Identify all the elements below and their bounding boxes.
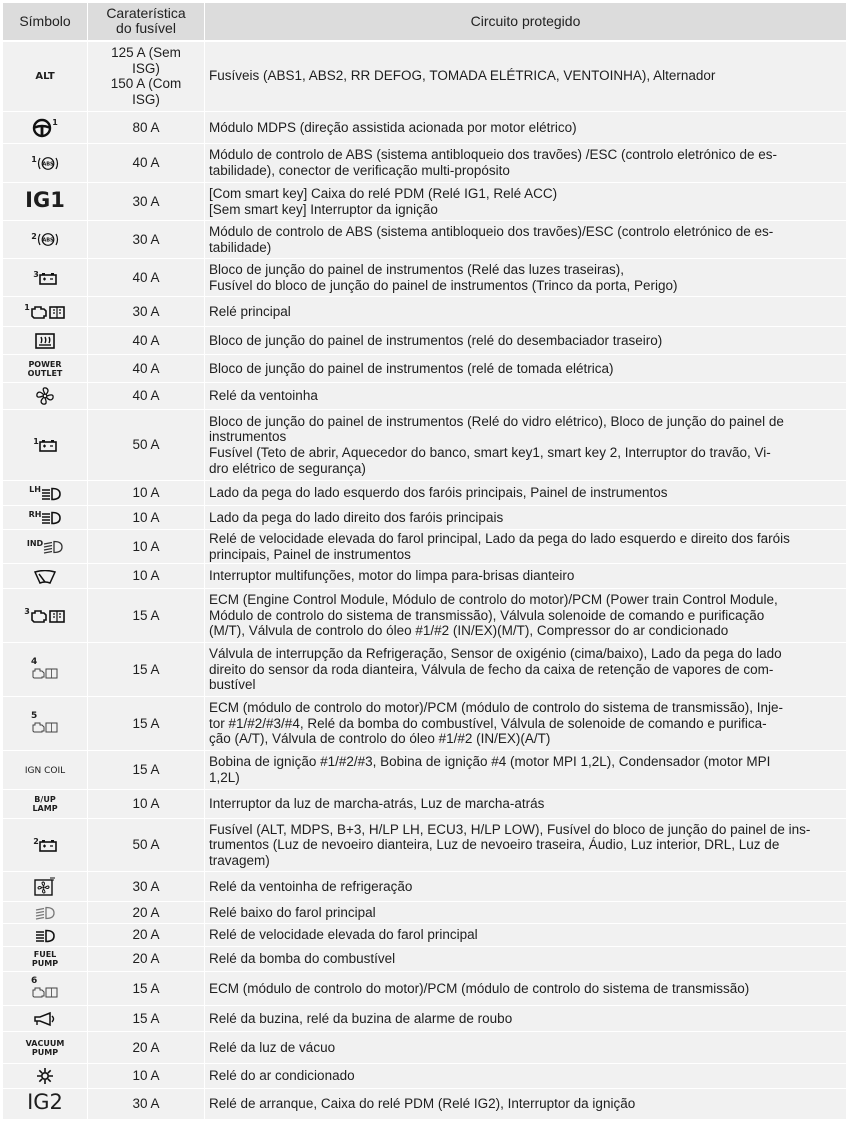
circuit-line: Módulo de controlo de ABS (sistema antibloqueio dos travões) /ESC (controlo eletrónico de es- [209,147,778,163]
high-beam-icon [3,924,88,947]
table-row [3,221,847,259]
fuse-rating [88,564,205,589]
circuit-line: Relé principal [209,303,291,319]
engine-manual-small-icon [3,972,88,1006]
protected-circuit [205,589,847,643]
header-symbol: Símbolo [3,3,88,41]
vacuum-pump-text-icon: VACUUM PUMP [3,1032,88,1064]
protected-circuit [205,297,847,327]
protected-circuit [205,1089,847,1120]
engine-manual-icon [3,297,88,327]
rating-line: 50 A [132,437,160,453]
circuit-line: ECM (módulo de controlo do motor)/PCM (módulo de controlo do sistema de transmissão), Inje- [209,700,783,716]
table-row [3,112,847,144]
fuse-rating [88,112,205,144]
circuit-line: Relé de velocidade elevada do farol principal [209,927,478,943]
circuit-line: bustível [209,677,256,693]
fuse-rating [88,972,205,1006]
circuit-line: Bloco de junção do painel de instrumentos (Relé do vidro elétrico), Bloco de junção do painel de [209,413,784,429]
symbol-number: 4 [31,657,38,668]
fuse-rating [88,697,205,751]
table-row [3,697,847,751]
fuse-rating [88,41,205,112]
rating-line: 10 A [132,1068,160,1084]
battery-icon [3,819,88,872]
rating-line: 15 A [132,715,160,731]
rating-line: 15 A [132,980,160,996]
rating-line: 40 A [132,388,160,404]
circuit-line: tabilidade) [209,239,272,255]
circuit-line: Fusíveis (ABS1, ABS2, RR DEFOG, TOMADA ELÉTRICA, VENTOINHA), Alternador [209,68,716,84]
protected-circuit [205,481,847,506]
circuit-line: (M/T), Válvula de controlo do óleo #1/#2 (IN/EX)(M/T), Compressor do ar condicionado [209,623,729,639]
fuse-rating [88,183,205,221]
symbol-number: IND [26,538,44,548]
fuse-rating [88,947,205,972]
rating-line: 20 A [132,927,160,943]
table-row [3,481,847,506]
protected-circuit [205,112,847,144]
circuit-line: Bloco de junção do painel de instrumentos (relé de tomada elétrica) [209,360,614,376]
rating-line: 30 A [132,878,160,894]
table-row [3,947,847,972]
air-conditioner-icon [3,1064,88,1089]
rating-line: 10 A [132,568,160,584]
circuit-line: Bloco de junção do painel de instrumentos (relé do desembaciador traseiro) [209,332,663,348]
fuse-rating [88,643,205,697]
symbol-number: 1 [24,303,30,313]
abs-icon [3,144,88,183]
circuit-line: Fusível (Teto de abrir, Aquecedor do banco, smart key1, smart key 2, Interruptor do travão, Vi- [209,445,771,460]
table-row [3,383,847,410]
table-row [3,297,847,327]
circuit-line: 1,2L) [209,770,240,785]
fuse-rating [88,1032,205,1064]
protected-circuit [205,872,847,902]
fuse-rating [88,902,205,924]
protected-circuit [205,259,847,297]
fuel-pump-text-icon: FUEL PUMP [3,947,88,972]
alt-text-icon: ALT [3,41,88,112]
cooling-fan-icon [3,872,88,902]
circuit-line: Relé da ventoinha de refrigeração [209,878,413,894]
fuse-rating [88,790,205,819]
fuse-rating [88,327,205,355]
protected-circuit [205,506,847,530]
circuit-line: Interruptor multifunções, motor do limpa para-brisas dianteiro [209,568,575,584]
table-row [3,144,847,183]
circuit-line: Relé baixo do farol principal [209,904,376,920]
rating-line: 30 A [132,193,160,209]
backup-lamp-text-icon: B/UP LAMP [3,790,88,819]
table-row [3,41,847,112]
protected-circuit [205,410,847,481]
rating-line: 40 A [132,155,160,171]
rating-line: 15 A [132,762,160,778]
protected-circuit [205,41,847,112]
symbol-number: 2 [31,231,37,241]
protected-circuit [205,564,847,589]
protected-circuit [205,183,847,221]
table-row [3,1089,847,1120]
circuit-line: Módulo MDPS (direção assistida acionada por motor elétrico) [209,119,577,135]
table-row [3,183,847,221]
circuit-line: Relé da luz de vácuo [209,1039,336,1055]
engine-manual-small-icon [3,643,88,697]
table-row [3,355,847,383]
svg-text:ABS: ABS [42,237,54,244]
fuse-rating [88,751,205,790]
protected-circuit [205,697,847,751]
circuit-line: [Sem smart key] Interruptor da ignição [209,201,438,217]
rating-line: 50 A [132,837,160,853]
rating-line: 30 A [132,1096,160,1112]
circuit-line: Bobina de ignição #1/#2/#3, Bobina de ignição #4 (motor MPI 1,2L), Condensador (motor MPI [209,754,771,770]
protected-circuit [205,751,847,790]
fuse-rating [88,1064,205,1089]
symbol-number: 1 [52,117,58,127]
protected-circuit [205,355,847,383]
fuse-rating [88,819,205,872]
battery-icon [3,410,88,481]
circuit-line: ECM (Engine Control Module, Módulo de controlo do motor)/PCM (Power train Control Module, [209,592,778,608]
rating-line: 20 A [132,904,160,920]
table-row [3,327,847,355]
headlamp-icon [3,481,88,506]
circuit-line: Módulo de controlo do sistema de transmissão), Válvula solenoide de comando e purificação [209,607,765,623]
rating-line: 40 A [132,332,160,348]
circuit-line: Relé da buzina, relé da buzina de alarme de roubo [209,1010,513,1026]
circuit-line: trumentos (Luz de nevoeiro dianteira, Luz de nevoeiro traseira, Áudio, Luz interior, DRL, Luz de [209,837,780,853]
fuse-rating [88,924,205,947]
protected-circuit [205,327,847,355]
table-row [3,790,847,819]
circuit-line: Relé do ar condicionado [209,1068,355,1084]
rating-line: 30 A [132,231,160,247]
protected-circuit [205,383,847,410]
protected-circuit [205,819,847,872]
rating-line: 40 A [132,360,160,376]
symbol-number: 3 [24,607,30,617]
protected-circuit [205,924,847,947]
circuit-line: Relé de arranque, Caixa do relé PDM (Relé IG2), Interruptor da ignição [209,1096,636,1112]
fuse-rating [88,383,205,410]
protected-circuit [205,530,847,564]
circuit-line: ECM (módulo de controlo do motor)/PCM (módulo de controlo do sistema de transmissão) [209,980,750,996]
fuse-rating [88,872,205,902]
table-row [3,410,847,481]
fuse-rating [88,530,205,564]
protected-circuit [205,144,847,183]
headlamp-icon [3,506,88,530]
circuit-line: [Com smart key] Caixa do relé PDM (Relé IG1, Relé ACC) [209,185,558,201]
symbol-number: 3 [33,269,39,279]
table-row [3,506,847,530]
protected-circuit [205,1032,847,1064]
symbol-number: 1 [31,155,37,165]
circuit-line: Relé de velocidade elevada do farol principal, Lado da pega do lado esquerdo e direito dos faróis [209,530,790,546]
ig2-text-icon: IG2 [3,1089,88,1120]
table-row [3,259,847,297]
rating-line: 15 A [132,661,160,677]
symbol-number: 6 [31,976,38,987]
circuit-line: Interruptor da luz de marcha-atrás, Luz de marcha-atrás [209,796,545,812]
rating-line: 80 A [132,119,160,135]
table-row [3,1006,847,1032]
table-row [3,643,847,697]
fuse-rating [88,410,205,481]
power-outlet-text-icon: POWER OUTLET [3,355,88,383]
abs-icon [3,221,88,259]
circuit-line: Fusível do bloco de junção do painel de instrumentos (Trinco da porta, Perigo) [209,277,678,293]
circuit-line: tabilidade), conector de verificação multi-propósito [209,163,510,178]
table-row [3,819,847,872]
table-row [3,972,847,1006]
circuit-line: Relé da ventoinha [209,388,318,404]
protected-circuit [205,902,847,924]
circuit-line: Bloco de junção do painel de instrumentos (Relé das luzes traseiras), [209,261,624,277]
protected-circuit [205,643,847,697]
ig1-text-icon: IG1 [3,183,88,221]
table-row [3,1032,847,1064]
engine-manual-small-icon [3,697,88,751]
fuse-rating [88,144,205,183]
fuse-rating [88,1089,205,1120]
rating-line: 30 A [132,303,160,319]
table-row [3,564,847,589]
circuit-line: travagem) [209,852,270,868]
rating-line: 15 A [132,607,160,623]
table-row [3,589,847,643]
headlamp-low-icon [3,530,88,564]
fuse-rating [88,355,205,383]
rating-line: 10 A [132,796,160,812]
protected-circuit [205,1006,847,1032]
rear-defrost-icon [3,327,88,355]
fuse-rating [88,221,205,259]
ign-coil-text-icon: IGN COIL [3,751,88,790]
circuit-line: tor #1/#2/#3/#4, Relé da bomba do combustível, Válvula de solenoide de comando e purifica- [209,715,767,731]
symbol-number: RH [28,509,42,519]
protected-circuit [205,972,847,1006]
circuit-line: direito do sensor da roda dianteira, Válvula de fecho da caixa de retenção de vapores de com- [209,661,774,677]
battery-icon [3,259,88,297]
fuse-table [2,2,847,1120]
circuit-line: Fusível (ALT, MDPS, B+3, H/LP LH, ECU3, H/LP LOW), Fusível do bloco de junção do painel de ins- [209,821,811,837]
symbol-number: 5 [31,711,38,722]
rating-line: 20 A [132,1039,160,1055]
rating-line: 10 A [132,485,160,501]
table-row [3,751,847,790]
rating-line: 10 A [132,509,160,525]
circuit-line: Módulo de controlo de ABS (sistema antibloqueio dos travões)/ESC (controlo eletrónico de es- [209,223,774,239]
fuse-rating [88,589,205,643]
wiper-icon [3,564,88,589]
circuit-line: Lado da pega do lado esquerdo dos faróis principais, Painel de instrumentos [209,485,668,501]
table-row [3,924,847,947]
steering-wheel-icon [3,112,88,144]
header-circuit: Circuito protegido [205,3,847,41]
protected-circuit [205,221,847,259]
symbol-number: LH [29,485,41,495]
rating-line: ISG) [132,60,160,76]
symbol-number: 2 [33,837,39,847]
rating-line: 125 A (Sem [111,45,181,61]
rating-line: ISG) [132,91,160,107]
rating-line: 15 A [132,1010,160,1026]
protected-circuit [205,790,847,819]
circuit-line: Válvula de interrupção da Refrigeração, Sensor de oxigénio (cima/baixo), Lado da pega do lado [209,646,782,662]
circuit-line: dro elétrico de segurança) [209,460,366,476]
horn-icon [3,1006,88,1032]
circuit-line: Relé da bomba do combustível [209,951,396,967]
symbol-number: 1 [33,437,39,447]
fan-icon [3,383,88,410]
fuse-rating [88,297,205,327]
header-rating: Caraterística do fusível [88,3,205,41]
low-beam-icon [3,902,88,924]
rating-line: 10 A [132,538,160,554]
svg-text:ABS: ABS [42,161,54,168]
fuse-rating [88,506,205,530]
circuit-line: instrumentos [209,429,287,445]
fuse-rating [88,259,205,297]
table-row [3,1064,847,1089]
protected-circuit [205,947,847,972]
rating-line: 40 A [132,269,160,285]
protected-circuit [205,1064,847,1089]
rating-line: 150 A (Com [110,76,182,92]
rating-line: 20 A [132,951,160,967]
header-row [3,3,847,41]
circuit-line: principais, Painel de instrumentos [209,546,411,562]
fuse-rating [88,1006,205,1032]
circuit-line: ção (A/T), Válvula de controlo do óleo #1/#2 (IN/EX)(A/T) [209,731,551,747]
circuit-line: Lado da pega do lado direito dos faróis principais [209,509,504,525]
fuse-rating [88,481,205,506]
table-row [3,872,847,902]
engine-manual-icon [3,589,88,643]
table-row [3,530,847,564]
table-row [3,902,847,924]
